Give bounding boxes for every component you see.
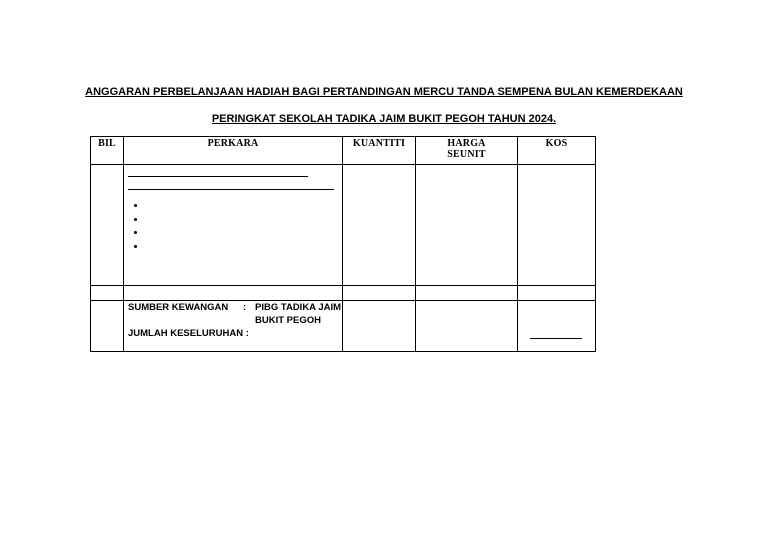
header-perkara: PERKARA (124, 137, 343, 165)
cell-kuantiti (343, 165, 416, 286)
header-harga-line1: HARGA (447, 138, 486, 149)
cell-kos (518, 165, 596, 286)
cell-bil (91, 165, 124, 286)
blank-line (128, 176, 308, 177)
sumber-colon: : (243, 302, 247, 313)
cell-kuantiti (343, 301, 416, 352)
cell-harga (416, 165, 518, 286)
budget-table (90, 136, 596, 352)
sumber-kewangan-value: PIBG TADIKA JAIM (255, 302, 342, 313)
item-bullet-list (124, 199, 146, 253)
document-subtitle: PERINGKAT SEKOLAH TADIKA JAIM BUKIT PEGOH TAHUN 2024. (211, 113, 557, 125)
table-row (91, 165, 596, 286)
header-bil: BIL (91, 137, 124, 165)
header-kos: KOS (518, 137, 596, 165)
table-header-row (91, 137, 596, 165)
table-row (91, 286, 596, 301)
jumlah-keseluruhan-label: JUMLAH KESELURUHAN : (128, 328, 249, 339)
cell-harga (416, 301, 518, 352)
cell-perkara (124, 165, 343, 286)
header-harga-seunit (416, 137, 518, 165)
sumber-kewangan-label: SUMBER KEWANGAN (128, 302, 229, 313)
cell-bil (91, 301, 124, 352)
table-footer-row (91, 301, 596, 352)
cell-kos-total (518, 301, 596, 352)
blank-line (128, 189, 334, 190)
document-title: ANGGARAN PERBELANJAAN HADIAH BAGI PERTANDINGAN MERCU TANDA SEMPENA BULAN KEMERDEKAAN (85, 86, 683, 98)
sumber-kewangan-value-line2: BUKIT PEGOH (255, 315, 321, 326)
header-kuantiti: KUANTITI (343, 137, 416, 165)
total-blank-line (530, 338, 582, 339)
header-harga-line2: SEUNIT (447, 149, 486, 160)
cell-footer-summary (124, 301, 343, 352)
